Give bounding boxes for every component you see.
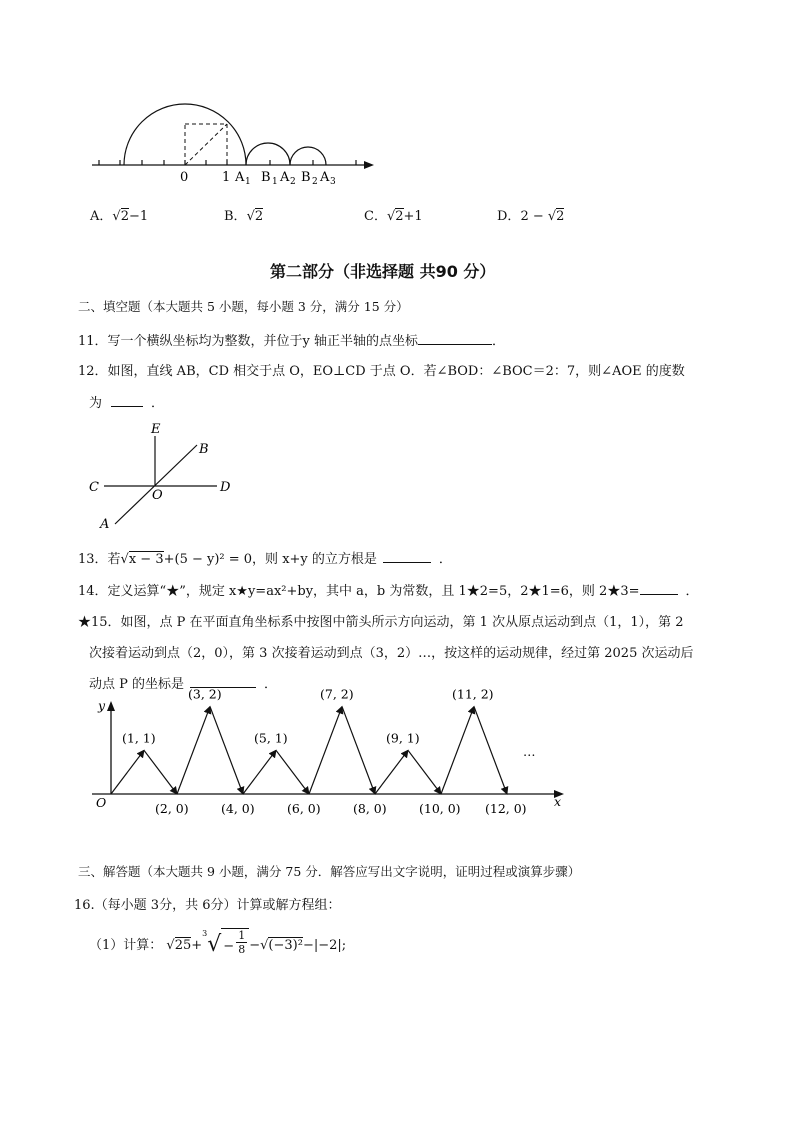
label-a3: A bbox=[320, 170, 330, 185]
option-letter: C． bbox=[364, 209, 387, 224]
point-label: (9, 1) bbox=[386, 730, 420, 746]
sqrt-sign: √ bbox=[120, 552, 129, 567]
label-a2: A bbox=[280, 170, 290, 185]
path-segment bbox=[210, 707, 243, 794]
path-segment bbox=[309, 707, 342, 794]
sqrt-sign: √ bbox=[112, 209, 121, 224]
cube-root-index: 3 bbox=[202, 928, 208, 938]
point-label: (8, 0) bbox=[353, 801, 387, 816]
option-d[interactable]: D．2 − √2 bbox=[497, 209, 565, 224]
path-segment bbox=[111, 750, 144, 794]
path-segment bbox=[342, 707, 375, 794]
label-a: A bbox=[235, 170, 245, 185]
question-12-line-1: 12．如图，直线 AB，CD 相交于点 O，EO⊥CD 于点 O．若∠BOD：∠BOC＝2：7，则∠AOE 的度数 bbox=[78, 364, 685, 379]
option-letter: D． bbox=[497, 209, 521, 224]
label-b2-sub: 2 bbox=[312, 177, 318, 187]
radicand: 25 bbox=[174, 938, 192, 953]
radicand: x − 3 bbox=[128, 552, 164, 567]
question-11: 11．写一个横纵坐标均为整数，并位于y 轴正半轴的点坐标 ． bbox=[78, 334, 506, 349]
label-zero: 0 bbox=[180, 170, 189, 185]
radicand: 2 bbox=[254, 209, 264, 224]
cbrt-sign: √ bbox=[207, 932, 222, 957]
question-14: 14．定义运算“★”，规定 x★y=ax²+by，其中 a，b 为常数，且 1★2=5，2★1=6，则 2★3= ． bbox=[78, 584, 699, 599]
sqrt-sign: √ bbox=[246, 209, 255, 224]
fraction-denominator: 8 bbox=[238, 942, 246, 956]
radicand: 2 bbox=[556, 209, 565, 224]
path-segment bbox=[144, 750, 177, 794]
path-segment bbox=[276, 750, 309, 794]
path-segment bbox=[243, 750, 276, 794]
label-c: C bbox=[89, 480, 99, 495]
path-segment bbox=[408, 750, 441, 794]
point-label: (11, 2) bbox=[452, 686, 494, 702]
point-label: (10, 0) bbox=[419, 801, 461, 816]
path-segment bbox=[375, 750, 408, 794]
radicand: 2 bbox=[120, 209, 129, 224]
label-b: B bbox=[199, 442, 209, 457]
option-letter: A． bbox=[90, 209, 113, 224]
sqrt-sign: √ bbox=[166, 938, 175, 953]
question-15-line-3: 动点 P 的坐标是 ． bbox=[89, 677, 278, 692]
label-a3-sub: 3 bbox=[330, 177, 336, 187]
label-b2: B bbox=[301, 170, 311, 185]
label-b: B bbox=[261, 170, 271, 185]
origin-label: O bbox=[96, 795, 107, 810]
path-segment bbox=[177, 707, 210, 794]
point-label: (1, 1) bbox=[122, 730, 156, 746]
question-15-line-2: 次接着运动到点（2，0），第 3 次接着运动到点（3，2）…，按这样的运动规律，经过第 2025 次运动后 bbox=[89, 646, 694, 661]
label-d: D bbox=[220, 480, 231, 495]
sqrt-sign: √ bbox=[260, 938, 269, 953]
point-label: (3, 2) bbox=[188, 686, 222, 702]
point-label: (2, 0) bbox=[155, 801, 189, 816]
radicand: (−3)² bbox=[268, 938, 303, 953]
option-a[interactable]: A．√2−1 bbox=[90, 209, 149, 224]
path-segment bbox=[441, 707, 474, 794]
question-12-line-2: 为 ． bbox=[89, 396, 165, 411]
movement-path bbox=[111, 707, 507, 794]
section-3-heading: 三、解答题（本大题共 9 小题，满分 75 分．解答应写出文字说明，证明过程或演算步骤） bbox=[78, 864, 581, 879]
label-b-sub: 1 bbox=[272, 177, 278, 187]
point-label: (12, 0) bbox=[485, 801, 527, 816]
sqrt-sign: √ bbox=[386, 209, 396, 224]
axis-x-label: x bbox=[554, 794, 562, 809]
option-c[interactable]: C．√2+1 bbox=[364, 209, 423, 224]
axis-y-label: y bbox=[98, 698, 106, 713]
point-label: (7, 2) bbox=[320, 686, 354, 702]
radicand: 2 bbox=[395, 209, 404, 224]
path-segment bbox=[474, 707, 507, 794]
y-axis-arrow bbox=[107, 701, 115, 711]
fraction-numerator: 1 bbox=[238, 928, 246, 942]
part-title: 第二部分（非选择题 共90 分） bbox=[270, 262, 496, 281]
label-o: O bbox=[152, 488, 163, 503]
label-a-sub: 1 bbox=[245, 177, 251, 187]
option-letter: B． bbox=[224, 209, 247, 224]
label-a2-sub: 2 bbox=[290, 177, 296, 187]
question-13: 13．若√x − 3+(5 − y)² = 0，则 x+y 的立方根是 ． bbox=[78, 552, 452, 567]
sqrt-sign: √ bbox=[547, 209, 557, 224]
ellipsis-label: … bbox=[523, 744, 536, 759]
point-label: (6, 0) bbox=[287, 801, 321, 816]
label-one: 1 bbox=[222, 170, 231, 185]
point-label: (5, 1) bbox=[254, 730, 288, 746]
question-16-title: 16.（每小题 3分，共 6分）计算或解方程组： bbox=[74, 898, 341, 913]
question-15-line-1: ★15．如图，点 P 在平面直角坐标系中按图中箭头所示方向运动，第 1 次从原点运动到点（1，1），第 2 bbox=[78, 615, 684, 630]
question-16-part-1: （1）计算： √25+$^3$√ − $\frac{1}{8}$ −√(−3)²−|−2|; bbox=[89, 928, 347, 957]
label-a: A bbox=[100, 517, 110, 532]
point-label: (4, 0) bbox=[221, 801, 255, 816]
section-2-heading: 二、填空题（本大题共 5 小题，每小题 3 分，满分 15 分） bbox=[78, 299, 409, 314]
label-e: E bbox=[151, 422, 161, 437]
